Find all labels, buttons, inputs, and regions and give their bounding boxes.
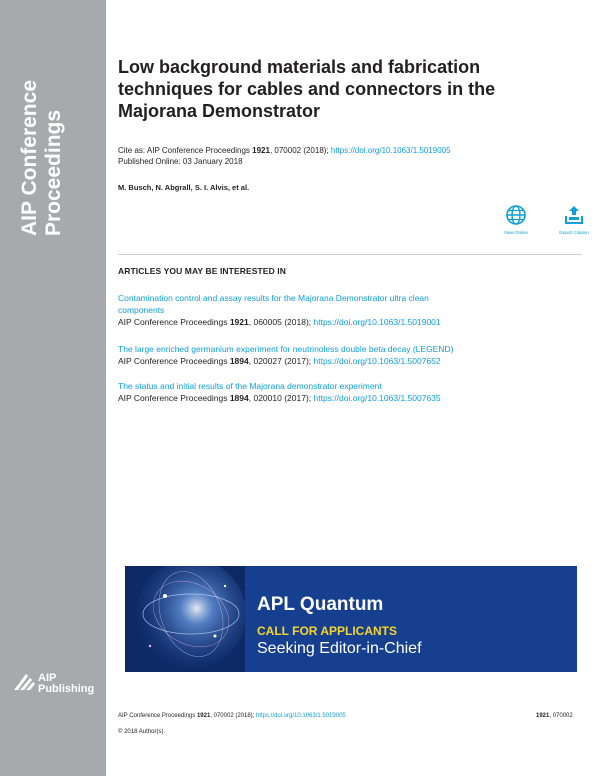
article-citation (118, 392, 578, 404)
published-date: Published Online: 03 January 2018 (118, 157, 243, 166)
divider (118, 254, 582, 255)
footer-rest: , 070002 (2018); (210, 713, 256, 719)
banner-call: CALL FOR APPLICANTS (257, 624, 397, 638)
article-title[interactable]: The large enriched germanium experiment for neutrinoless double beta decay (LEGEND) (118, 344, 454, 354)
article-journal: AIP Conference Proceedings (118, 393, 230, 403)
export-citation-button[interactable] (556, 204, 592, 235)
article-rest: , 060005 (2018); (248, 317, 314, 327)
article-citation (118, 316, 578, 328)
list-item (118, 380, 578, 404)
article-journal: AIP Conference Proceedings (118, 356, 230, 366)
doi-link[interactable]: https://doi.org/10.1063/1.5019005 (330, 146, 451, 155)
article-doi-link[interactable]: https://doi.org/10.1063/1.5007635 (313, 393, 441, 403)
quantum-art-image (125, 566, 245, 672)
cite-as-line (118, 145, 451, 156)
article-rest: , 020027 (2017); (248, 356, 314, 366)
footer-journal: AIP Conference Proceedings (118, 713, 197, 719)
citation-info (118, 145, 451, 167)
article-title[interactable]: The status and initial results of the Majorana demonstrator experiment (118, 381, 382, 391)
article-rest: , 020010 (2017); (248, 393, 314, 403)
article-journal: AIP Conference Proceedings (118, 317, 230, 327)
paper-title-line: Majorana Demonstrator (118, 101, 321, 121)
footer-right-number: , 070002 (549, 713, 573, 719)
series-title-line2: Proceedings (42, 109, 65, 236)
export-icon (563, 204, 585, 226)
paper-title-line: techniques for cables and connectors in the (118, 79, 496, 99)
footer-doi-link[interactable]: https://doi.org/10.1063/1.5019005 (256, 713, 346, 719)
article-volume: 1921 (229, 317, 249, 327)
list-item (118, 343, 578, 367)
footer-citation (118, 713, 346, 719)
article-volume: 1894 (229, 356, 249, 366)
aip-publishing-logo[interactable] (12, 670, 94, 695)
article-citation (118, 355, 578, 367)
paper-title-line: Low background materials and fabrication (118, 57, 481, 77)
logo-text-publishing: Publishing (38, 683, 95, 695)
footer-volume: 1921 (196, 713, 211, 719)
series-title-line1: AIP Conference (18, 80, 41, 236)
cite-rest: , 070002 (2018); (269, 146, 331, 155)
footer-right-volume: 1921 (536, 713, 550, 719)
banner-title: APL Quantum (257, 594, 384, 615)
apl-quantum-banner[interactable] (125, 566, 577, 672)
cite-volume: 1921 (252, 146, 270, 155)
sidebar (0, 0, 106, 776)
authors[interactable]: M. Busch, N. Abgrall, S. I. Alvis, et al. (118, 183, 250, 192)
cite-prefix: Cite as: AIP Conference Proceedings (118, 146, 253, 155)
related-heading: ARTICLES YOU MAY BE INTERESTED IN (118, 266, 286, 276)
list-item (118, 292, 578, 328)
article-title-cont[interactable]: components (118, 305, 165, 315)
globe-icon (505, 204, 527, 226)
banner-subtitle: Seeking Editor-in-Chief (257, 640, 422, 657)
paper-title (118, 56, 588, 122)
logo-text-aip: AIP (38, 672, 57, 684)
article-title[interactable]: Contamination control and assay results for the Majorana Demonstrator ultra clean (118, 293, 429, 303)
article-volume: 1894 (229, 393, 249, 403)
aip-logo-icon (12, 670, 36, 692)
export-citation-label: Export Citation (559, 230, 589, 235)
article-doi-link[interactable]: https://doi.org/10.1063/1.5019001 (313, 317, 441, 327)
copyright: © 2018 Author(s). (118, 729, 166, 735)
series-title (18, 36, 66, 236)
article-doi-link[interactable]: https://doi.org/10.1063/1.5007652 (313, 356, 441, 366)
action-icons (498, 204, 592, 235)
view-online-button[interactable] (498, 204, 534, 235)
view-online-label: View Online (504, 230, 528, 235)
footer-page-id (536, 713, 573, 719)
